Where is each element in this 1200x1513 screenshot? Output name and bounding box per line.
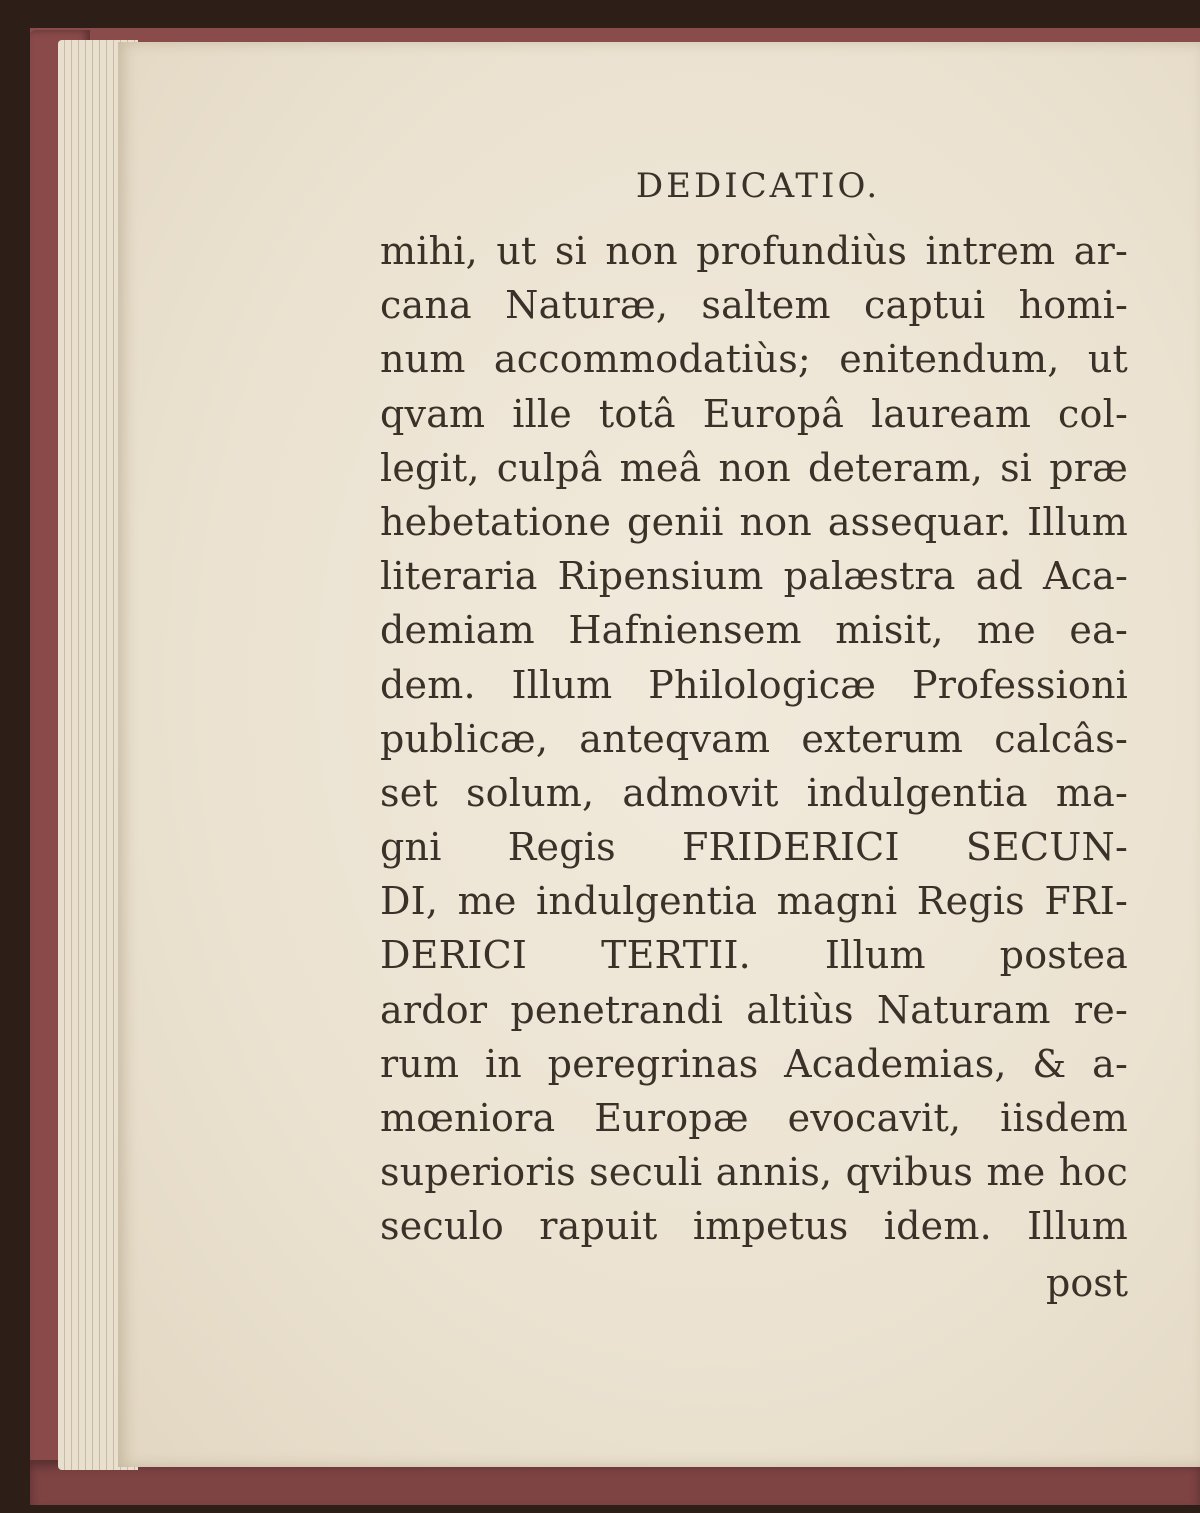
text-line: demiam Hafniensem misit, me ea-	[380, 608, 1128, 653]
text-line: literaria Ripensium palæstra ad Aca-	[380, 554, 1128, 599]
text-line: legit, culpâ meâ non deteram, si præ	[380, 445, 1128, 490]
text-line: rum in peregrinas Academias, & a-	[380, 1041, 1128, 1086]
text-line: dem. Illum Philologicæ Professioni	[380, 662, 1128, 707]
text-line: DI, me indulgentia magni Regis FRI-	[380, 879, 1128, 924]
text-line: set solum, admovit indulgentia ma-	[380, 770, 1128, 815]
text-line: gni Regis FRIDERICI SECUN-	[380, 825, 1128, 870]
text-line: superioris seculi annis, qvibus me hoc	[380, 1150, 1128, 1195]
text-line: num accommodatiùs; enitendum, ut	[380, 337, 1128, 382]
catchword: post	[1046, 1260, 1128, 1305]
page-text-block	[380, 160, 1128, 1310]
text-line: mœniora Europæ evocavit, iisdem	[380, 1096, 1128, 1140]
running-head: DEDICATIO.	[635, 166, 881, 206]
body-text	[380, 224, 1128, 1254]
text-line: seculo rapuit impetus idem. Illum	[380, 1204, 1128, 1249]
text-line: DERICI TERTII. Illum postea	[380, 933, 1128, 978]
text-line: publicæ, anteqvam exterum calcâs-	[380, 716, 1128, 761]
text-line: qvam ille totâ Europâ lauream col-	[380, 391, 1128, 436]
text-line: hebetatione genii non assequar. Illum	[380, 499, 1128, 544]
text-line: cana Naturæ, saltem captui homi-	[380, 283, 1128, 328]
text-line: ardor penetrandi altiùs Naturam re-	[380, 987, 1128, 1032]
text-line: mihi, ut si non profundiùs intrem ar-	[380, 229, 1128, 273]
